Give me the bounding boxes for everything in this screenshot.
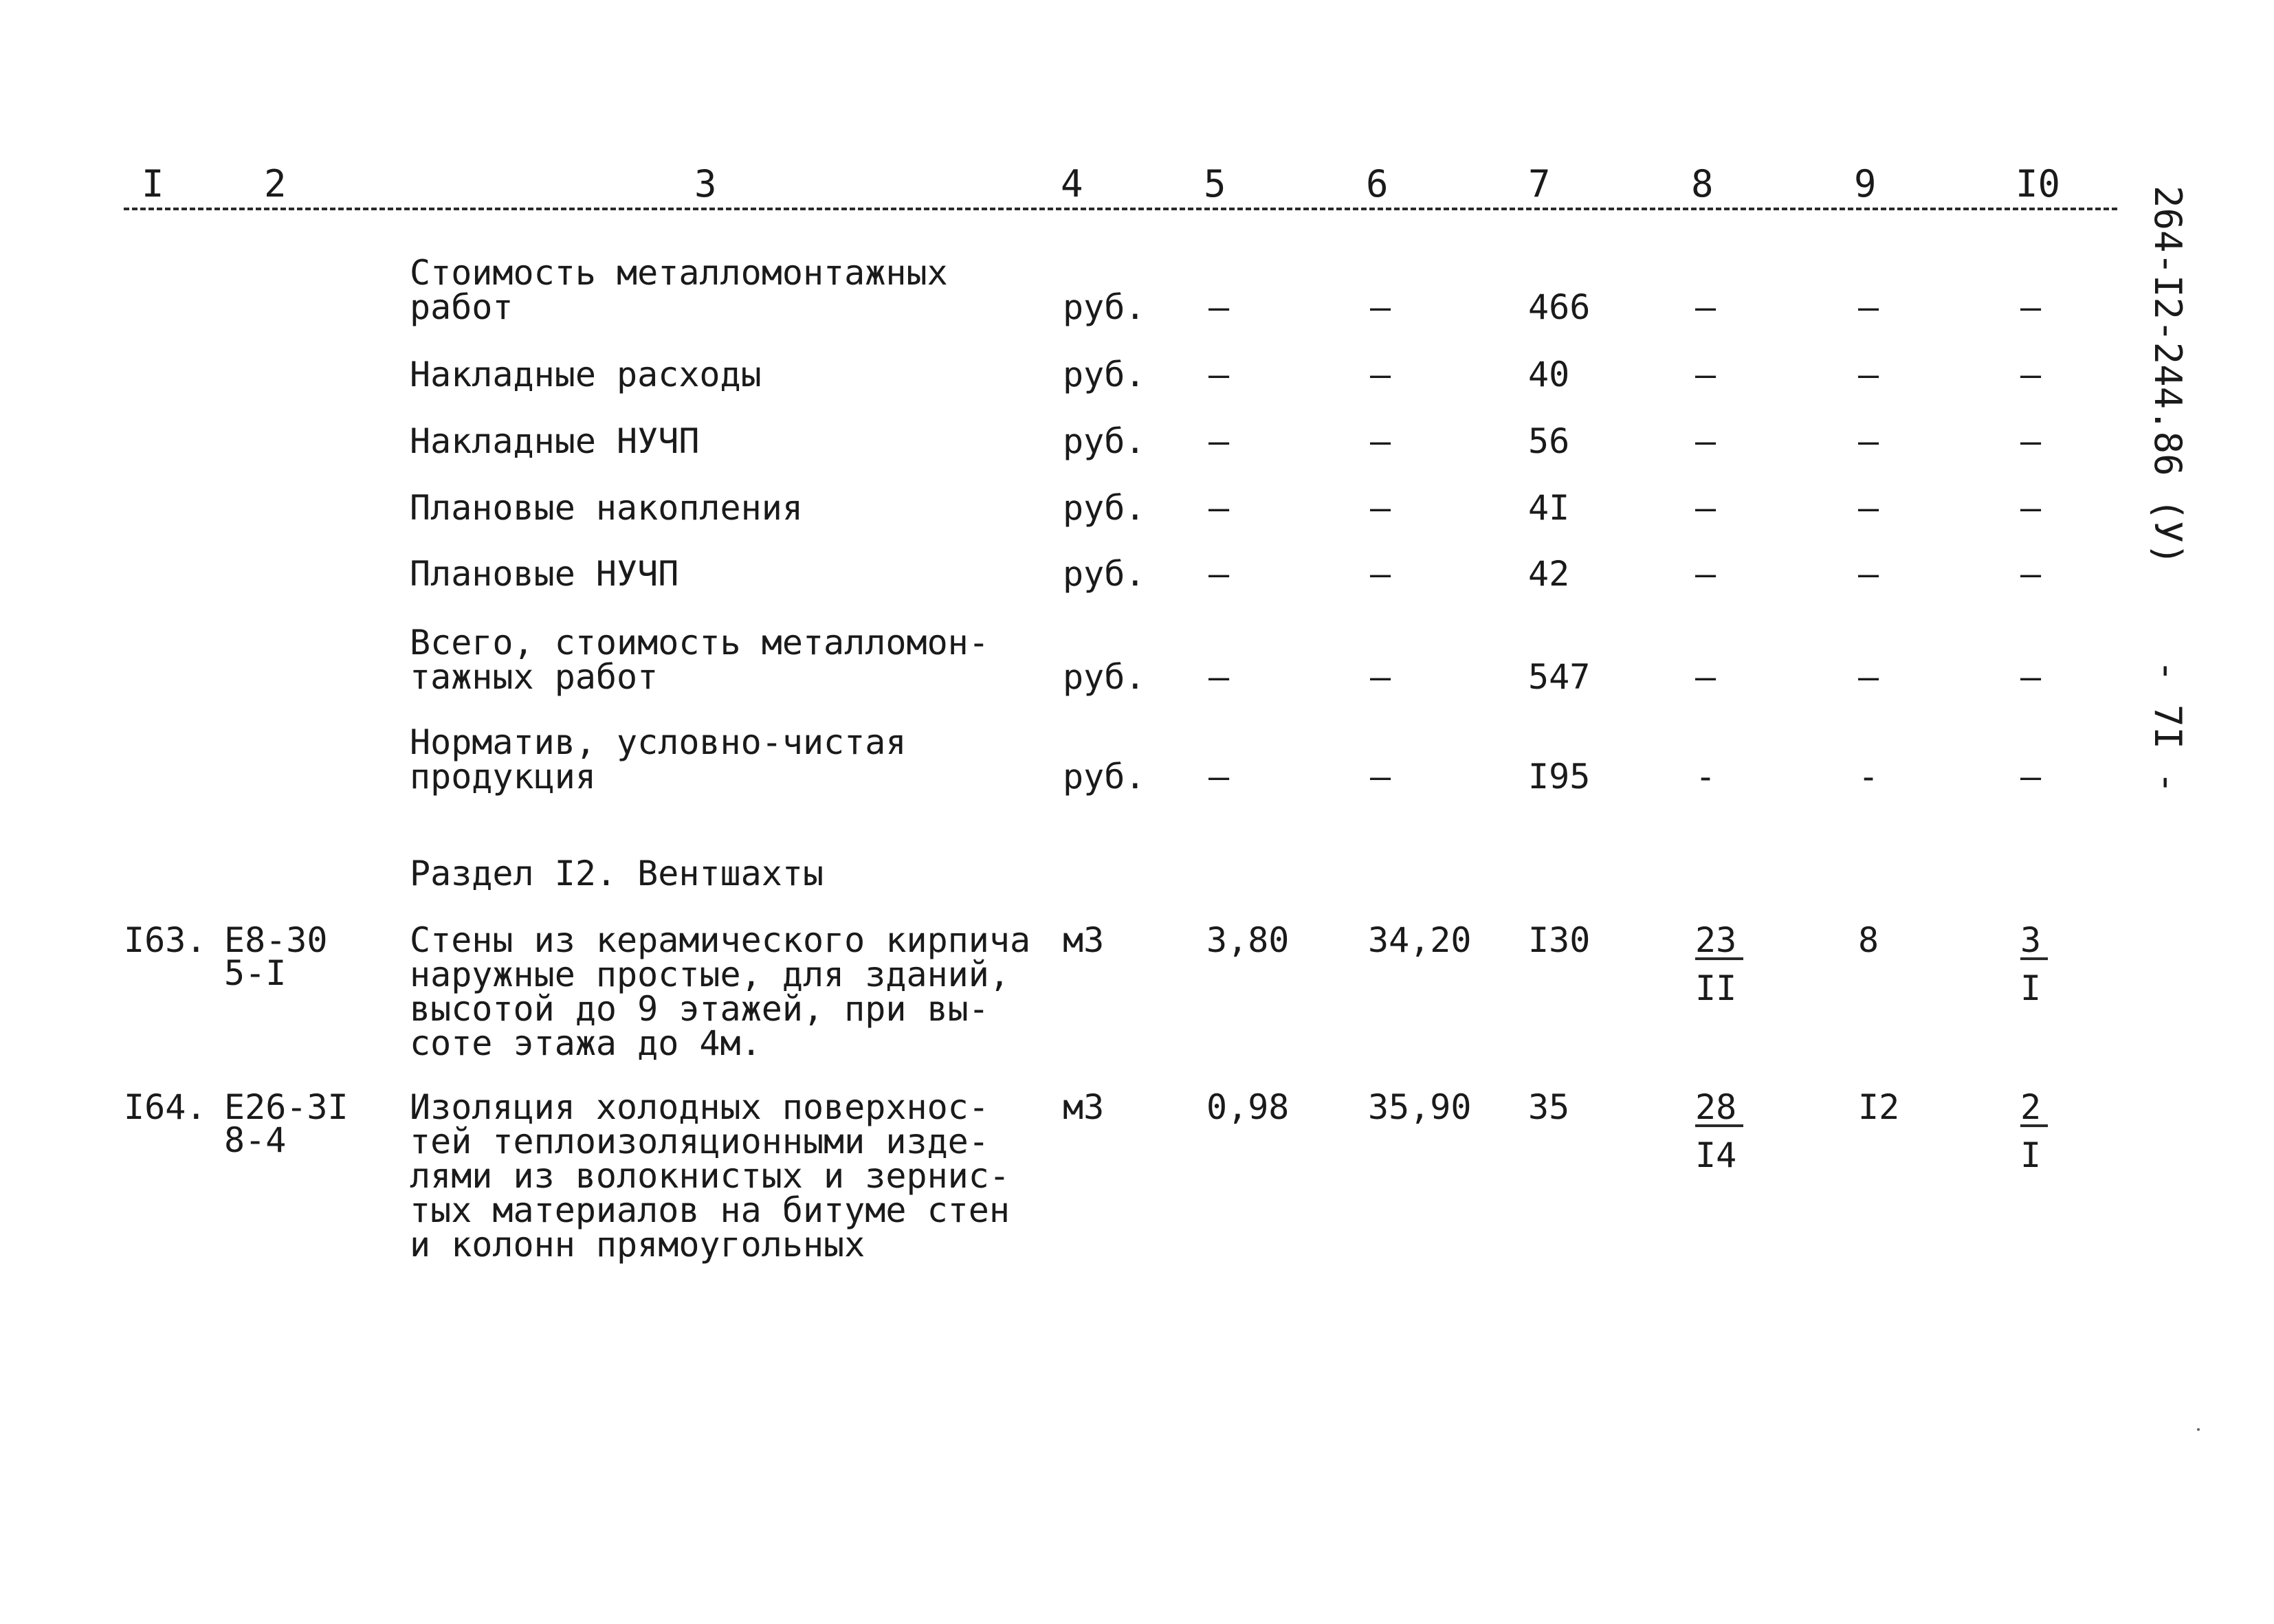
item-col6: 34,20: [1368, 920, 1472, 960]
row-col7: 547: [1528, 657, 1591, 697]
item-col9: 8: [1858, 920, 1879, 960]
row-unit: руб.: [1063, 355, 1146, 394]
item-unit: м3: [1063, 920, 1105, 960]
row-col8: –: [1695, 287, 1716, 327]
row-description: Накладные расходы: [410, 355, 762, 394]
item-number: I63.: [124, 920, 207, 960]
document-code: 264-I2-244.86 (У): [2146, 186, 2189, 566]
item-col10-fraction: [2020, 920, 2048, 1008]
fraction-numerator: 2: [2020, 1090, 2048, 1127]
row-col8: -: [1695, 757, 1716, 797]
row-col6: –: [1370, 355, 1391, 394]
fraction-numerator: 3: [2020, 923, 2048, 960]
fraction-denominator: I: [2020, 968, 2042, 1008]
item-col9: I2: [1858, 1087, 1900, 1127]
item-col6: 35,90: [1368, 1087, 1472, 1127]
item-col8-fraction: [1695, 1087, 1743, 1175]
row-col10: –: [2020, 355, 2042, 394]
row-col5: –: [1208, 488, 1230, 528]
row-unit: руб.: [1063, 757, 1146, 797]
row-col5: –: [1208, 657, 1230, 697]
header-rule: [124, 208, 2117, 210]
row-col5: –: [1208, 355, 1230, 394]
fraction-numerator: 23: [1695, 923, 1743, 960]
row-col5: –: [1208, 757, 1230, 797]
section-title: Раздел I2. Вентшахты: [410, 854, 824, 893]
col-header-5: 5: [1204, 162, 1226, 205]
item-number: I64.: [124, 1087, 207, 1127]
row-col8: –: [1695, 421, 1716, 461]
row-col10: –: [2020, 488, 2042, 528]
row-col5: –: [1208, 554, 1230, 594]
row-col6: –: [1370, 287, 1391, 327]
row-col7: I95: [1528, 757, 1591, 797]
row-col9: –: [1858, 554, 1879, 594]
scan-speck: [2197, 1428, 2200, 1431]
item-code-1: Е26-3I: [224, 1087, 349, 1127]
side-margin: [2145, 186, 2207, 804]
row-col9: –: [1858, 355, 1879, 394]
row-col6: –: [1370, 757, 1391, 797]
row-col5: –: [1208, 421, 1230, 461]
row-col10: –: [2020, 554, 2042, 594]
item-col8-fraction: [1695, 920, 1743, 1008]
fraction-denominator: I: [2020, 1135, 2042, 1175]
col-header-7: 7: [1528, 162, 1551, 205]
col-header-2: 2: [264, 162, 287, 205]
item-code-2: 5-I: [224, 953, 287, 993]
row-description: Плановые накопления: [410, 488, 803, 528]
row-col8: –: [1695, 657, 1716, 697]
col-header-10: I0: [2016, 162, 2061, 205]
row-col10: –: [2020, 287, 2042, 327]
row-col9: -: [1858, 757, 1879, 797]
col-header-8: 8: [1691, 162, 1714, 205]
row-description: Накладные НУЧП: [410, 421, 700, 461]
item-col10-fraction: [2020, 1087, 2048, 1175]
item-description: Стены из керамического кирпича наружные простые, для зданий, высотой до 9 этажей, при вы- соте этажа до 4м.: [410, 920, 1031, 1063]
row-col5: –: [1208, 287, 1230, 327]
row-col8: –: [1695, 355, 1716, 394]
item-col5: 3,80: [1206, 920, 1290, 960]
row-col7: 4I: [1528, 488, 1570, 528]
col-header-6: 6: [1366, 162, 1389, 205]
row-col6: –: [1370, 554, 1391, 594]
fraction-denominator: II: [1695, 968, 1737, 1008]
page-number: - 7I -: [2146, 660, 2189, 794]
row-description: Норматив, условно-чистая продукция: [410, 722, 907, 797]
row-unit: руб.: [1063, 287, 1146, 327]
col-header-4: 4: [1061, 162, 1083, 205]
item-description: Изоляция холодных поверхнос- тей теплоизоляционными изде- лями из волокнистых и зернис- тых материалов на битуме стен и колонн прямоугольных: [410, 1087, 1010, 1265]
row-col8: –: [1695, 554, 1716, 594]
item-unit: м3: [1063, 1087, 1105, 1127]
row-col9: –: [1858, 421, 1879, 461]
row-col10: –: [2020, 421, 2042, 461]
col-header-1: I: [142, 162, 164, 205]
row-col8: –: [1695, 488, 1716, 528]
row-col7: 466: [1528, 287, 1591, 327]
row-col9: –: [1858, 287, 1879, 327]
row-col7: 40: [1528, 355, 1570, 394]
fraction-numerator: 28: [1695, 1090, 1743, 1127]
row-description: Плановые НУЧП: [410, 554, 679, 594]
row-col7: 56: [1528, 421, 1570, 461]
row-unit: руб.: [1063, 421, 1146, 461]
item-col7: 35: [1528, 1087, 1570, 1127]
item-code-1: Е8-30: [224, 920, 328, 960]
col-header-3: 3: [694, 162, 717, 205]
row-col6: –: [1370, 657, 1391, 697]
row-unit: руб.: [1063, 488, 1146, 528]
col-header-9: 9: [1854, 162, 1877, 205]
row-col10: –: [2020, 757, 2042, 797]
fraction-denominator: I4: [1695, 1135, 1737, 1175]
row-description: Всего, стоимость металломон- тажных работ: [410, 623, 989, 697]
row-col6: –: [1370, 421, 1391, 461]
row-unit: руб.: [1063, 554, 1146, 594]
item-col5: 0,98: [1206, 1087, 1290, 1127]
row-col10: –: [2020, 657, 2042, 697]
row-description: Стоимость металломонтажных работ: [410, 253, 948, 327]
row-col7: 42: [1528, 554, 1570, 594]
item-code-2: 8-4: [224, 1120, 287, 1160]
item-col7: I30: [1528, 920, 1591, 960]
row-unit: руб.: [1063, 657, 1146, 697]
row-col9: –: [1858, 488, 1879, 528]
row-col6: –: [1370, 488, 1391, 528]
row-col9: –: [1858, 657, 1879, 697]
